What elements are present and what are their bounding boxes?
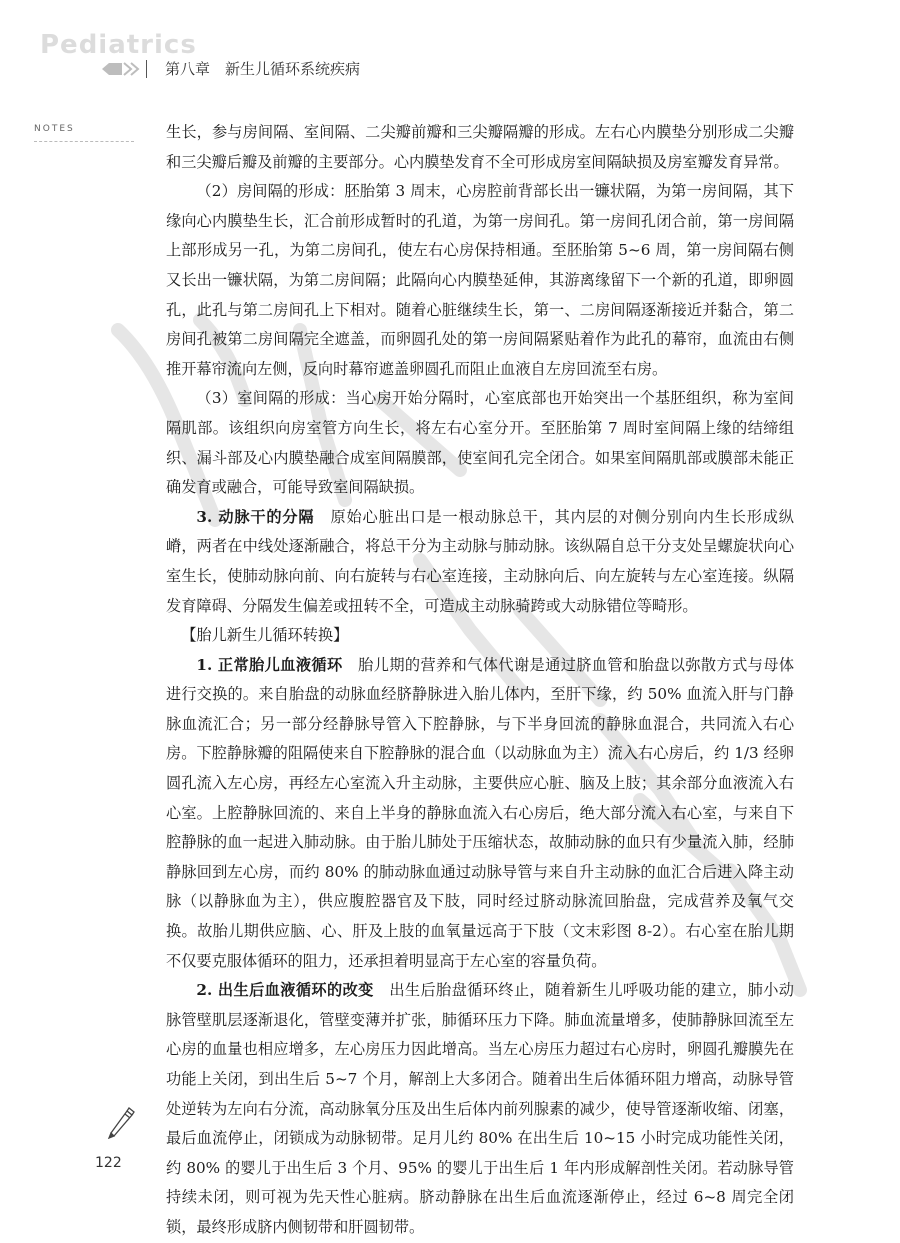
paragraph-atrial-septum [166, 177, 794, 384]
page-number: 122 [95, 1155, 122, 1171]
pencil-icon [105, 1103, 135, 1143]
header-separator [146, 60, 147, 78]
paragraph-postnatal-circulation [166, 976, 794, 1242]
paragraph-text: （3）室间隔的形成：当心房开始分隔时，心室底部也开始突出一个基胚组织，称为室间隔肌部。该组织向房室管方向生长，将左右心室分开。至胚胎第 7 周时室间隔上缘的结缔组织、漏斗部及心内膜垫融合成室间隔膜部，使室间孔完全闭合。如果室间隔肌部或膜部未能正确发育或融合，可能导致室间隔缺损。 [166, 389, 794, 497]
paragraph-ventricular-septum [166, 384, 794, 502]
header-arrows-icon [100, 62, 140, 76]
paragraph-text: 原始心脏出口是一根动脉总干，其内层的对侧分别向内生长形成纵嵴，两者在中线处逐渐融合，将总干分为主动脉与肺动脉。该纵隔自总干分支处呈螺旋状向心室生长，使肺动脉向前、向右旋转与右心室连接，主动脉向后、向左旋转与左心室连接。纵隔发育障碍、分隔发生偏差或扭转不全，可造成主动脉骑跨或大动脉错位等畸形。 [166, 507, 794, 615]
paragraph-fetal-circulation [166, 651, 794, 977]
paragraph-continued [166, 118, 794, 177]
paragraph-text: 生长，参与房间隔、室间隔、二尖瓣前瓣和三尖瓣隔瓣的形成。左右心内膜垫分别形成二尖瓣和三尖瓣后瓣及前瓣的主要部分。心内膜垫发育不全可形成房室间隔缺损及房室瓣发育异常。 [166, 123, 794, 171]
section-heading [166, 621, 794, 651]
page-body [166, 118, 794, 1243]
paragraph-heading: 1. 正常胎儿血液循环 [196, 655, 343, 674]
paragraph-text: 胎儿期的营养和气体代谢是通过脐血管和胎盘以弥散方式与母体进行交换的。来自胎盘的动脉血经脐静脉进入胎儿体内，至肝下缘，约 50% 血流入肝与门静脉血流汇合；另一部分经静脉导管入下腔静脉，与下半身回流的静脉血混合，共同流入右心房。下腔静脉瓣的阻隔使来自下腔静脉的混合血（以动脉血为主）流入右心房后，约 1/3 经卵圆孔流入左心房，再经左心室流入升主动脉，主要供应心脏、脑及上肢；其余部分血液流入右心室。上腔静脉回流的、来自上半身的静脉血流入右心房后，绝大部分流入右心室，与来自下腔静脉的血一起进入肺动脉。由于胎儿肺处于压缩状态，故肺动脉的血只有少量流入肺，经肺静脉回到左心房，而约 80% 的肺动脉血通过动脉导管与来自升主动脉的血汇合后进入降主动脉（以静脉血为主），供应腹腔器官及下肢，同时经过脐动脉流回胎盘，完成营养及氧气交换。故胎儿期供应脑、心、肝及上肢的血氧量远高于下肢（文末彩图 8-2）。右心室在胎儿期不仅要克服体循环的阻力，还承担着明显高于左心室的容量负荷。 [166, 655, 795, 970]
paragraph-truncus-division [166, 503, 794, 621]
notes-divider [34, 141, 134, 142]
section-heading-text: 【胎儿新生儿循环转换】 [181, 626, 349, 645]
paragraph-text: （2）房间隔的形成：胚胎第 3 周末，心房腔前背部长出一镰状隔，为第一房间隔，其下缘向心内膜垫生长，汇合前形成暂时的孔道，为第一房间孔。第一房间孔闭合前，第一房间隔上部形成另一孔，为第二房间孔，使左右心房保持相通。至胚胎第 5~6 周，第一房间隔右侧又长出一镰状隔，为第二房间隔；此隔向心内膜垫延伸，其游离缘留下一个新的孔道，即卵圆孔，此孔与第二房间孔上下相对。随着心脏继续生长，第一、二房间隔逐渐接近并黏合，第二房间孔被第二房间隔完全遮盖，而卵圆孔处的第一房间隔紧贴着作为此孔的幕帘，血流由右侧推开幕帘流向左侧，反向时幕帘遮盖卵圆孔而阻止血液自左房回流至右房。 [166, 182, 794, 378]
notes-label: NOTES [34, 124, 75, 134]
header-brand-watermark: Pediatrics [40, 30, 197, 60]
chapter-title: 第八章 新生儿循环系统疾病 [165, 60, 361, 78]
paragraph-heading: 2. 出生后血液循环的改变 [196, 981, 374, 1000]
paragraph-text: 出生后胎盘循环终止，随着新生儿呼吸功能的建立，肺小动脉管壁肌层逐渐退化，管壁变薄并扩张，肺循环压力下降。肺血流量增多，使肺静脉回流至左心房的血量也相应增多，左心房压力因此增高。当左心房压力超过右心房时，卵圆孔瓣膜先在功能上关闭，到出生后 5~7 个月，解剖上大多闭合。随着出生后体循环阻力增高，动脉导管处逆转为左向右分流，高动脉氧分压及出生后体内前列腺素的减少，使导管逐渐收缩、闭塞，最后血流停止，闭锁成为动脉韧带。足月儿约 80% 在出生后 10~15 小时完成功能性关闭，约 80% 的婴儿于出生后 3 个月、95% 的婴儿于出生后 1 年内形成解剖性关闭。若动脉导管持续未闭，则可视为先天性心脏病。脐动静脉在出生后血流逐渐停止，经过 6~8 周完全闭锁，最终形成脐内侧韧带和肝圆韧带。 [166, 981, 794, 1236]
paragraph-heading: 3. 动脉干的分隔 [196, 507, 315, 526]
